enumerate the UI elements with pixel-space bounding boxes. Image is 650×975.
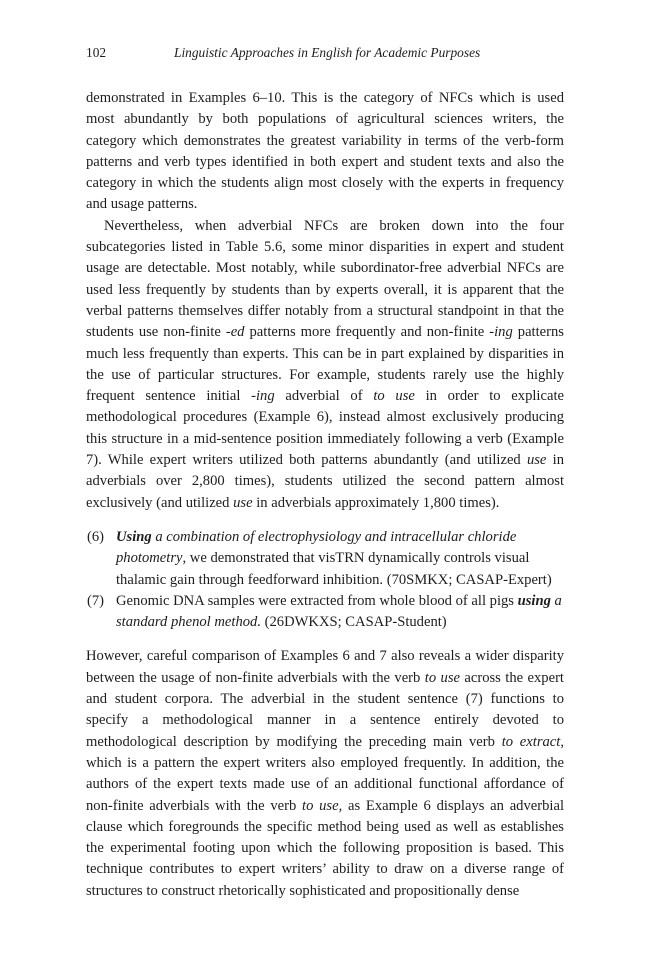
text-run: (26DWKXS; CASAP-Student) <box>260 614 447 631</box>
text-run: in order to explicate methodological procedures (Example 6), instead almost exclusively producing this structure in a mid-sentence position immediately following a verb (Example 7). While expert writers utilized both patterns abundantly (and utilized <box>86 388 564 469</box>
text-run: in adverbials approximately 1,800 times). <box>252 494 500 511</box>
example-list <box>86 527 564 633</box>
body-text <box>86 88 564 902</box>
text-run: as Example 6 displays an adverbial clause which foregrounds the specific method being used as well as establishes the experimental footing upon which the following proposition is based. This technique contributes to expert writers’ ability to draw on a diverse range of structures to construct rhetorically sophisticated and propositionally dense <box>86 797 564 899</box>
text-run: , we demonstrated that visTRN dynamically controls visual thalamic gain through feedforward inhibition. (70SMKX; CASAP-Expert) <box>116 550 552 588</box>
text-run: adverbial of <box>274 388 374 405</box>
text-run: use <box>526 452 547 469</box>
text-run: a combination of electrophysiology and intracellular chloride photometry <box>116 528 517 567</box>
text-run: patterns much less frequently than experts. This can be in part explained by disparities in the use of particular structures. For example, students rarely use the highly frequent sentence initial <box>86 324 564 405</box>
example-6 <box>86 527 564 591</box>
text-run: a standard phenol method. <box>116 592 562 631</box>
text-run: , which is a pattern the expert writers also employed frequently. In addition, the authors of the expert texts made use of an additional functional affordance of non-finite adverbials with the verb <box>86 733 564 814</box>
text-run: Using <box>116 528 152 545</box>
example-text <box>116 593 562 630</box>
running-title: Linguistic Approaches in English for Academic Purposes <box>174 45 481 60</box>
paragraph-3 <box>86 646 564 902</box>
text-run: using <box>517 592 551 609</box>
text-run: in adverbials over 2,800 times), students utilized the second pattern almost exclusively (and utilized <box>86 452 565 511</box>
text-run: to extract <box>501 733 561 750</box>
paragraph-1 <box>86 88 564 216</box>
example-text <box>116 529 552 588</box>
text-run: demonstrated in Examples 6–10. This is the category of NFCs which is used most abundantly by both populations of agricultural sciences writers, the category which demonstrates the greatest variability in terms of the verb-form patterns and verb types identified in both expert and student texts and also the category in which the students align most closely with the experts in frequency and usage patterns. <box>86 90 564 213</box>
text-run: use <box>233 494 253 511</box>
example-7 <box>86 591 564 634</box>
text-run: to use <box>424 669 460 686</box>
text-run: However, careful comparison of Examples 6 and 7 also reveals a wider disparity between the usage of non-finite adverbials with the verb <box>86 648 564 686</box>
page-number: 102 <box>86 45 107 60</box>
text-run: to use <box>373 388 415 405</box>
text-run: across the expert and student corpora. The adverbial in the student sentence (7) functions to specify a methodological manner in a sentence entirely devoted to methodological description by modifying the preceding main verb <box>86 669 564 750</box>
text-run: Genomic DNA samples were extracted from whole blood of all pigs <box>116 592 518 609</box>
text-run: to use, <box>302 797 343 814</box>
paragraph-2 <box>86 216 564 514</box>
text-run: -ing <box>251 388 275 405</box>
text-run: patterns more frequently and non-finite <box>244 324 490 341</box>
text-run: -ed <box>225 324 245 341</box>
example-number: (6) <box>87 528 105 545</box>
example-number: (7) <box>87 592 105 609</box>
text-run: -ing <box>489 324 513 341</box>
text-run: Nevertheless, when adverbial NFCs are broken down into the four subcategories listed in Table 5.6, some minor disparities in expert and student usage are detectable. Most notably, while subordinator-free adverbial NFCs are used less frequently by students than by experts overall, it is apparent that the verbal patterns themselves differ notably from a structural standpoint in that the students use non-finite <box>86 217 564 341</box>
